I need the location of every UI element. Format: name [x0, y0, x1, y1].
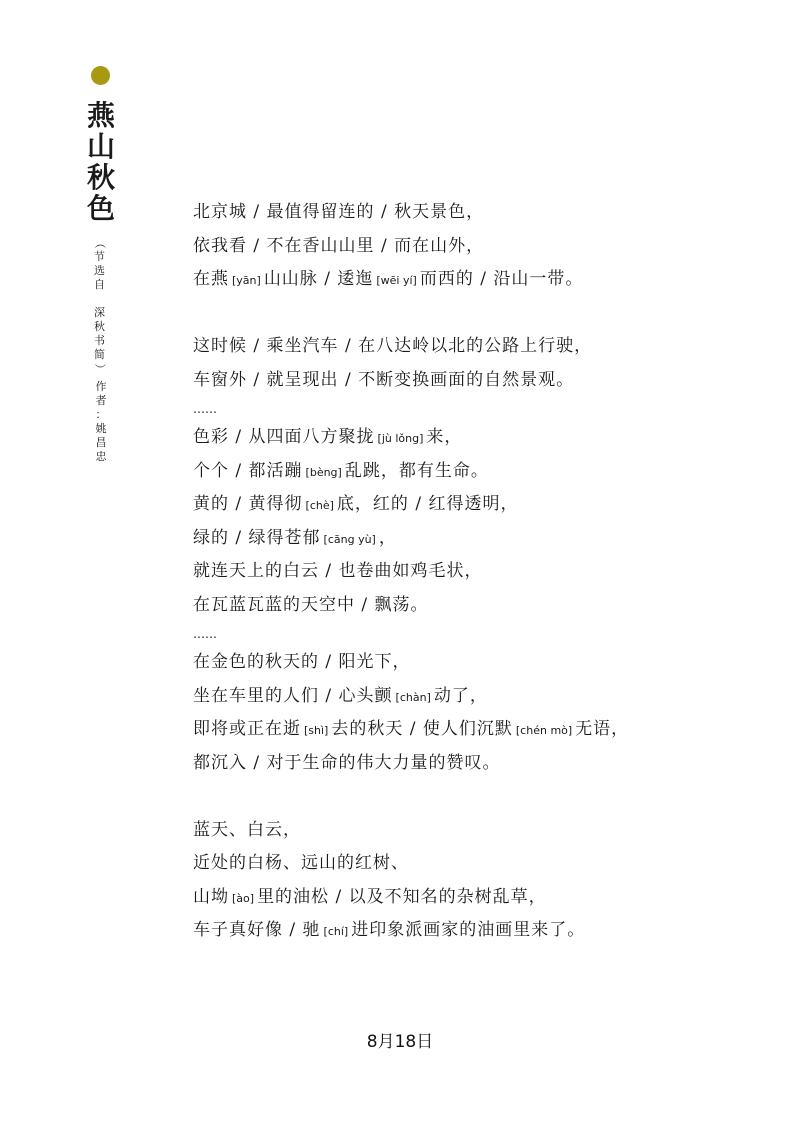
source-note: （ 节 选 自 深 秋 书 简 ） — [93, 237, 107, 375]
poem-line — [193, 814, 753, 848]
poem-text: 黄的 / 黄得彻 — [193, 494, 303, 514]
pinyin-annotation: [bèng] — [305, 465, 342, 479]
poem-text: 去的秋天 / 使人们沉默 — [331, 719, 513, 739]
poem-source-and-author — [84, 236, 118, 390]
poem-text: 色彩 / 从四面八方聚拢 — [193, 427, 375, 447]
title-char: 秋 — [86, 161, 115, 194]
poem-line — [193, 847, 753, 881]
poem-title — [84, 100, 118, 224]
poem-text: 就连天上的白云 / 也卷曲如鸡毛状， — [193, 561, 483, 581]
poem-text: 坐在车里的人们 / 心头颤 — [193, 685, 393, 706]
poem-line — [193, 488, 753, 522]
poem-text: 乱跳，都有生命。 — [344, 460, 489, 481]
pinyin-annotation: [wēi yí] — [376, 274, 417, 287]
decorative-dot — [91, 66, 110, 85]
poem-text: 蓝天、白云， — [193, 819, 301, 840]
poem-line — [193, 263, 753, 297]
poem-line — [193, 196, 753, 230]
poem-text: 底，红的 / 红得透明， — [336, 494, 519, 514]
poem-line — [193, 914, 753, 948]
poem-text: 这时候 / 乘坐汽车 / 在八达岭以北的公路上行驶， — [193, 336, 593, 356]
poem-line — [193, 330, 753, 364]
stanza-break — [193, 780, 753, 814]
poem-line — [193, 555, 753, 589]
poem-text: 都沉入 / 对于生命的伟大力量的赞叹。 — [193, 752, 501, 773]
poem-text: 而西的 / 沿山一带。 — [419, 269, 584, 289]
poem-line — [193, 522, 753, 556]
date-label: 8月18日 — [366, 1032, 434, 1052]
title-char: 燕 — [86, 99, 115, 132]
poem-line — [193, 622, 753, 646]
poem-line — [193, 713, 753, 747]
poem-text: 依我看 / 不在香山山里 / 而在山外， — [193, 235, 485, 256]
poem-text: 绿的 / 绿得苍郁 — [193, 527, 321, 548]
pinyin-annotation: [cāng yù] — [323, 532, 376, 546]
poem-text: 无语， — [575, 719, 630, 739]
poem-text: 在燕 — [193, 269, 229, 289]
poem-line — [193, 646, 753, 680]
pinyin-annotation: [shì] — [304, 724, 329, 737]
poem-body — [193, 196, 753, 948]
poem-text: ， — [378, 527, 397, 548]
author-column — [84, 380, 118, 464]
ellipsis-separator: …… — [193, 402, 217, 416]
pinyin-annotation: [chè] — [305, 499, 334, 512]
pinyin-annotation: [ào] — [232, 891, 255, 905]
poem-text: 个个 / 都活蹦 — [193, 460, 303, 481]
pinyin-annotation: [chí] — [323, 925, 349, 938]
title-char: 山 — [86, 130, 115, 163]
poem-line — [193, 747, 753, 781]
pinyin-annotation: [yān] — [232, 274, 261, 287]
poem-line — [193, 589, 753, 623]
poem-text: 动了， — [433, 685, 488, 706]
poem-line — [193, 230, 753, 264]
stanza-break — [193, 297, 753, 331]
poem-line — [193, 421, 753, 455]
pinyin-annotation: [chàn] — [395, 690, 431, 704]
poem-text: 山坳 — [193, 886, 229, 907]
poem-text: 里的油松 / 以及不知名的杂树乱草， — [257, 886, 547, 907]
pinyin-annotation: [chén mò] — [515, 724, 573, 737]
poem-text: 来， — [426, 427, 463, 447]
poem-text: 在金色的秋天的 / 阳光下， — [193, 652, 411, 672]
poem-text: 近处的白杨、远山的红树、 — [193, 853, 409, 873]
poem-text: 北京城 / 最值得留连的 / 秋天景色， — [193, 202, 485, 222]
poem-line — [193, 364, 753, 398]
poem-text: 山山脉 / 逶迤 — [263, 269, 374, 289]
title-char: 色 — [86, 192, 115, 225]
poem-line — [193, 455, 753, 489]
poem-text: 车子真好像 / 驰 — [193, 920, 321, 940]
poem-text: 进印象派画家的油画里来了。 — [351, 920, 586, 940]
ellipsis-separator: …… — [193, 627, 217, 641]
poem-line — [193, 397, 753, 421]
poem-line — [193, 881, 753, 915]
author-name: 作 者 ： 姚 昌 忠 — [95, 380, 107, 463]
poem-text: 在瓦蓝瓦蓝的天空中 / 飘荡。 — [193, 594, 429, 615]
poem-line — [193, 680, 753, 714]
poem-text: 车窗外 / 就呈现出 / 不断变换画面的自然景观。 — [193, 369, 575, 390]
poem-text: 即将或正在逝 — [193, 719, 301, 739]
pinyin-annotation: [jù lǒng] — [377, 432, 424, 445]
